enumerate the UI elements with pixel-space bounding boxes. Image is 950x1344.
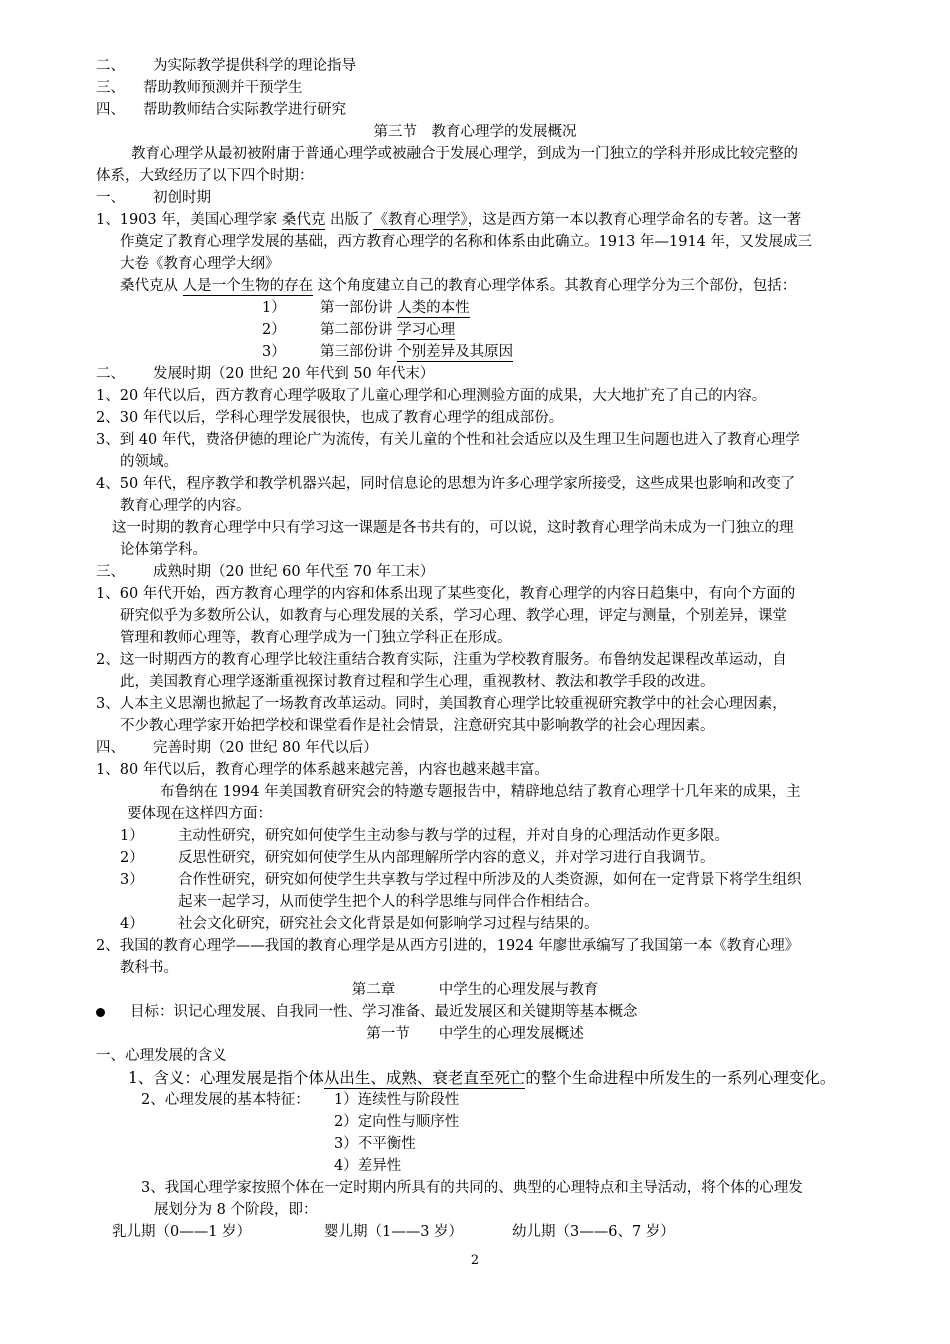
item-text: 帮助教师结合实际教学进行研究 (143, 102, 346, 118)
research-item (120, 826, 729, 846)
features-label: 2、心理发展的基本特征： (141, 1092, 310, 1108)
part-number: 3） (262, 344, 286, 360)
paragraph-line: 作奠定了教育心理学发展的基础，西方教育心理学的名称和体系由此确立。1913 年—1914 年，又发展成三 (120, 234, 813, 250)
paragraph-line: 的领域。 (120, 454, 178, 470)
page-number: 2 (470, 1253, 480, 1268)
paragraph-line: 论体第学科。 (120, 542, 207, 558)
underlined-text: 人类的本性 (397, 300, 470, 316)
item-number: 1） (120, 828, 144, 844)
item-text: 为实际教学提供科学的理论指导 (153, 58, 356, 74)
period-number: 二、 (96, 366, 125, 382)
stage-item: 幼儿期（3——6、7 岁） (512, 1224, 675, 1240)
research-item (120, 914, 599, 934)
item-line (96, 56, 356, 76)
item-text: 合作性研究，研究如何使学生共享教与学过程中所涉及的人类资源，如何在一定背景下将学生组织 (178, 872, 802, 888)
part-line (262, 320, 456, 340)
heading: 一、心理发展的含义 (96, 1048, 227, 1064)
text: 桑代克从 (120, 278, 183, 294)
paragraph-line: 2、30 年代以后，学科心理学发展很快，也成了教育心理学的组成部份。 (96, 410, 564, 426)
text: 第一部份讲 (320, 300, 398, 316)
period-title: 发展时期（20 世纪 20 年代到 50 年代末） (153, 366, 435, 382)
item-text: 主动性研究，研究如何使学生主动参与教与学的过程，并对自身的心理活动作更多限。 (178, 828, 729, 844)
text: 这个角度建立自己的教育心理学体系。其教育心理学分为三个部份，包括： (313, 278, 797, 294)
paragraph-line: 管理和教师心理等，教育心理学成为一门独立学科正在形成。 (120, 630, 512, 646)
chapter-title: 第二章 中学生的心理发展与教育 (351, 982, 599, 998)
period-number: 三、 (96, 564, 125, 580)
research-item (120, 870, 802, 890)
paragraph-line: 教科书。 (120, 960, 178, 976)
research-item (120, 848, 715, 868)
period-title: 成熟时期（20 世纪 60 年代至 70 年工末） (153, 564, 435, 580)
paragraph-line: 教育心理学的内容。 (120, 498, 251, 514)
bullet-icon (96, 1008, 105, 1017)
underlined-text: 桑代克 (281, 212, 326, 228)
paragraph-line: 2、我国的教育心理学——我国的教育心理学是从西方引进的，1924 年廖世承编写了我国第一本《教育心理》 (96, 938, 800, 954)
period-heading (96, 562, 435, 582)
section-title: 第一节 中学生的心理发展概述 (366, 1026, 584, 1042)
section-title: 第三节 教育心理学的发展概况 (373, 124, 577, 140)
item-text: 反思性研究，研究如何使学生从内部理解所学内容的意义，并对学习进行自我调节。 (178, 850, 715, 866)
paragraph-line: 3、到 40 年代，费洛伊德的理论广为流传，有关儿童的个性和社会适应以及生理卫生问题也进入了教育心理学 (96, 432, 800, 448)
part-text (320, 320, 455, 340)
feature-item: 1）连续性与阶段性 (334, 1092, 460, 1108)
underlined-text: 人是一个生物的存在 (182, 278, 314, 294)
research-item-continuation: 起来一起学习，从而使学生把个人的科学思维与同伴合作相结合。 (178, 894, 599, 910)
item-number: 2） (120, 850, 144, 866)
underlined-text: 《教育心理学》 (373, 212, 468, 228)
part-line (262, 342, 514, 362)
paragraph-line: 大卷《教育心理学大纲》 (120, 256, 280, 272)
paragraph-line: 1、80 年代以后，教育心理学的体系越来越完善，内容也越来越丰富。 (96, 762, 549, 778)
underlined-text: 个别差异及其原因 (397, 344, 514, 360)
period-number: 一、 (96, 190, 125, 206)
text: ，这是西方第一本以教育心理学命名的专著。这一著 (467, 212, 802, 228)
part-number: 2） (262, 322, 286, 338)
feature-item: 2）定向性与顺序性 (334, 1114, 460, 1130)
paragraph-line: 体系，大致经历了以下四个时期： (96, 168, 314, 184)
feature-item: 4）差异性 (334, 1158, 402, 1174)
item-number: 3） (120, 872, 144, 888)
underlined-text: 学习心理 (397, 322, 456, 338)
paragraph-line: 这一时期的教育心理学中只有学习这一课题是各书共有的，可以说，这时教育心理学尚未成为一门独立的理 (112, 520, 794, 536)
paragraph-line (96, 210, 801, 230)
paragraph-line: 展划分为 8 个阶段，即： (154, 1202, 318, 1218)
period-title: 完善时期（20 世纪 80 年代以后） (153, 740, 378, 756)
paragraph-line: 不少教心理学家开始把学校和课堂看作是社会情景，注意研究其中影响教学的社会心理因素。 (120, 718, 715, 734)
item-line (96, 78, 303, 98)
text: 出版了 (325, 212, 374, 228)
text: 1、含义：心理发展是指个体 (128, 1069, 324, 1087)
item-number: 四、 (96, 102, 125, 118)
paragraph-line: 要体现在这样四方面： (127, 806, 272, 822)
item-number: 4） (120, 916, 144, 932)
paragraph-line: 3、我国心理学家按照个体在一定时期内所具有的共同的、典型的心理特点和主导活动，将个体的心理发 (141, 1180, 803, 1196)
period-title: 初创时期 (153, 190, 211, 206)
goal-line (96, 1002, 638, 1022)
underlined-text: 从出生、成熟、衰老直至死亡 (323, 1069, 526, 1087)
paragraph-line: 布鲁纳在 1994 年美国教育研究会的特邀专题报告中，精辟地总结了教育心理学十几年来的成果，主 (160, 784, 801, 800)
paragraph-line: 3、人本主义思潮也掀起了一场教育改革运动。同时，美国教育心理学比较重视研究教学中的社会心理因素， (96, 696, 787, 712)
part-text (320, 342, 513, 362)
item-text: 社会文化研究，研究社会文化背景是如何影响学习过程与结果的。 (178, 916, 599, 932)
paragraph-line: 教育心理学从最初被附庸于普通心理学或被融合于发展心理学，到成为一门独立的学科并形成比较完整的 (131, 146, 798, 162)
part-number: 1） (262, 300, 286, 316)
item-number: 三、 (96, 80, 125, 96)
item-line (96, 100, 346, 120)
goal-text: 目标：识记心理发展、自我同一性、学习准备、最近发展区和关键期等基本概念 (130, 1004, 638, 1020)
paragraph-line (120, 276, 796, 296)
stage-item: 乳儿期（0——1 岁） (112, 1224, 252, 1240)
text: 的整个生命进程中所发生的一系列心理变化。 (525, 1069, 836, 1087)
period-heading (96, 188, 211, 208)
definition-line (128, 1068, 835, 1088)
text: 第二部份讲 (320, 322, 398, 338)
text: 第三部份讲 (320, 344, 398, 360)
part-line (262, 298, 470, 318)
feature-item: 3）不平衡性 (334, 1136, 416, 1152)
paragraph-line: 2、这一时期西方的教育心理学比较注重结合教育实际，注重为学校教育服务。布鲁纳发起课程改革运动，自 (96, 652, 787, 668)
stage-item: 婴儿期（1——3 岁） (324, 1224, 464, 1240)
paragraph-line: 4、50 年代，程序教学和教学机器兴起，同时信息论的思想为许多心理学家所接受，这些成果也影响和改变了 (96, 476, 796, 492)
period-heading (96, 738, 378, 758)
text: 1、1903 年，美国心理学家 (96, 212, 282, 228)
item-text: 帮助教师预测并干预学生 (143, 80, 303, 96)
item-number: 二、 (96, 58, 125, 74)
period-heading (96, 364, 435, 384)
paragraph-line: 1、20 年代以后，西方教育心理学吸取了儿童心理学和心理测验方面的成果，大大地扩充了自己的内容。 (96, 388, 767, 404)
paragraph-line: 研究似乎为多数所公认，如教育与心理发展的关系，学习心理、教学心理，评定与测量，个别差异，课堂 (120, 608, 787, 624)
period-number: 四、 (96, 740, 125, 756)
part-text (320, 298, 470, 318)
paragraph-line: 此，美国教育心理学逐渐重视探讨教育过程和学生心理，重视教材、教法和教学手段的改进。 (120, 674, 715, 690)
paragraph-line: 1、60 年代开始，西方教育心理学的内容和体系出现了某些变化，教育心理学的内容日趋集中，有向个方面的 (96, 586, 796, 602)
